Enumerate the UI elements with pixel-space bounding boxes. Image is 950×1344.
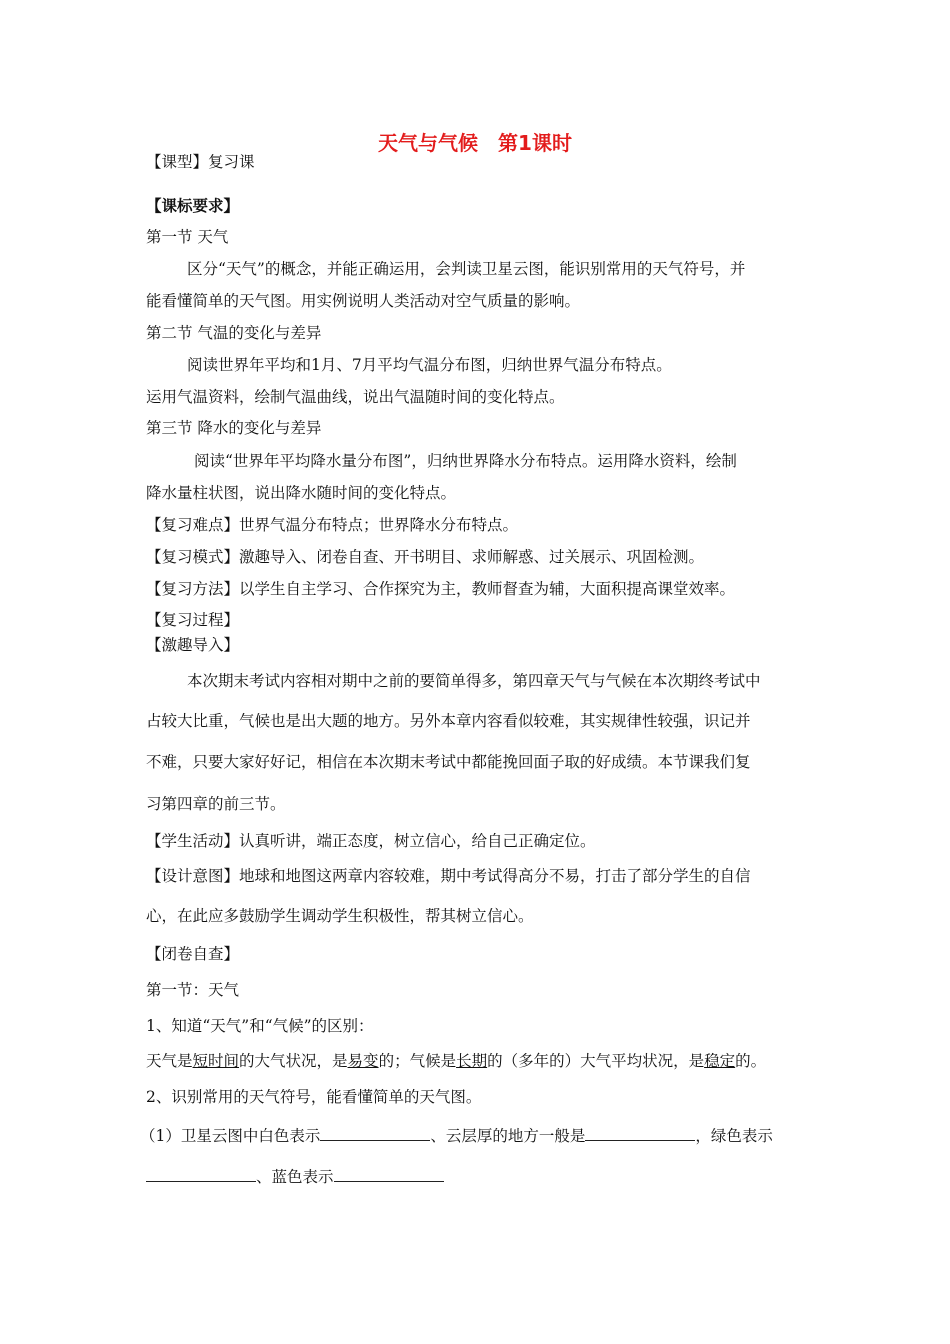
question-1-answer (146, 1051, 810, 1071)
lesson-type: 【课型】复习课 (146, 153, 255, 171)
intro-heading: 【激趣导入】 (146, 636, 240, 654)
question-2-1-line-b (146, 1165, 810, 1187)
ans-text: 的大气状况，是 (239, 1052, 348, 1070)
intro-paragraph-4: 习第四章的前三节。 (146, 795, 286, 813)
fill-blank[interactable] (585, 1124, 695, 1141)
q-text: （1）卫星云图中白色表示 (140, 1127, 321, 1145)
intro-paragraph-3: 不难，只要大家好好记，相信在本次期末考试中都能挽回面子取的好成绩。本节课我们复 (146, 753, 751, 771)
closed-check-heading: 【闭卷自查】 (146, 945, 240, 963)
question-2-1-line-a (140, 1124, 804, 1146)
design-intent-b: 心，在此应多鼓励学生调动学生积极性，帮其树立信心。 (146, 907, 534, 925)
section3-heading: 第三节 降水的变化与差异 (146, 419, 322, 437)
standards-heading: 【课标要求】 (146, 196, 240, 215)
ans-text: 的（多年的）大气平均状况，是 (487, 1052, 705, 1070)
section3-text-a: 阅读“世界年平均降水量分布图”，归纳世界降水分布特点。运用降水资料，绘制 (194, 452, 737, 470)
review-method: 【复习方法】以学生自主学习、合作探究为主，教师督查为辅，大面积提高课堂效率。 (146, 580, 736, 598)
ans-underline: 稳定 (704, 1052, 736, 1070)
ans-underline: 短时间 (192, 1052, 240, 1070)
q-text: ，绿色表示 (695, 1127, 773, 1145)
ans-underline: 易变 (347, 1052, 379, 1070)
section3-text-b: 降水量柱状图，说出降水随时间的变化特点。 (146, 484, 457, 502)
doc-title: 天气与气候 第1课时 (378, 131, 572, 155)
ans-text: 的；气候是 (378, 1052, 457, 1070)
section1-text-a: 区分“天气”的概念，并能正确运用，会判读卫星云图，能识别常用的天气符号，并 (187, 260, 746, 278)
review-process: 【复习过程】 (146, 611, 240, 629)
intro-paragraph-1: 本次期末考试内容相对期中之前的要简单得多，第四章天气与气候在本次期终考试中 (187, 672, 761, 690)
fill-blank[interactable] (320, 1124, 430, 1141)
review-mode: 【复习模式】激趣导入、闭卷自查、开书明目、求师解惑、过关展示、巩固检测。 (146, 548, 705, 566)
fill-blank[interactable] (146, 1165, 256, 1182)
section1-heading: 第一节 天气 (146, 228, 229, 246)
question-2: 2、识别常用的天气符号，能看懂简单的天气图。 (146, 1088, 482, 1106)
ans-text: 天气是 (146, 1052, 193, 1070)
design-intent-a: 【设计意图】地球和地图这两章内容较难，期中考试得高分不易，打击了部分学生的自信 (146, 867, 751, 885)
ans-underline: 长期 (456, 1052, 488, 1070)
section1-text-b: 能看懂简单的天气图。用实例说明人类活动对空气质量的影响。 (146, 292, 581, 310)
q-text: 、云层厚的地方一般是 (430, 1127, 586, 1145)
section-1-label: 第一节：天气 (146, 981, 240, 999)
student-activity: 【学生活动】认真听讲，端正态度，树立信心，给自己正确定位。 (146, 832, 596, 850)
section2-text-a: 阅读世界年平均和1月、7月平均气温分布图，归纳世界气温分布特点。 (187, 356, 672, 374)
ans-text: 的。 (735, 1052, 767, 1070)
q-text: 、蓝色表示 (256, 1168, 334, 1186)
section2-heading: 第二节 气温的变化与差异 (146, 324, 322, 342)
review-difficulty: 【复习难点】世界气温分布特点；世界降水分布特点。 (146, 516, 519, 534)
question-1: 1、知道“天气”和“气候”的区别： (146, 1017, 374, 1035)
section2-text-b: 运用气温资料，绘制气温曲线，说出气温随时间的变化特点。 (146, 388, 565, 406)
fill-blank[interactable] (334, 1165, 444, 1182)
intro-paragraph-2: 占较大比重，气候也是出大题的地方。另外本章内容看似较难，其实规律性较强，识记并 (146, 712, 751, 730)
